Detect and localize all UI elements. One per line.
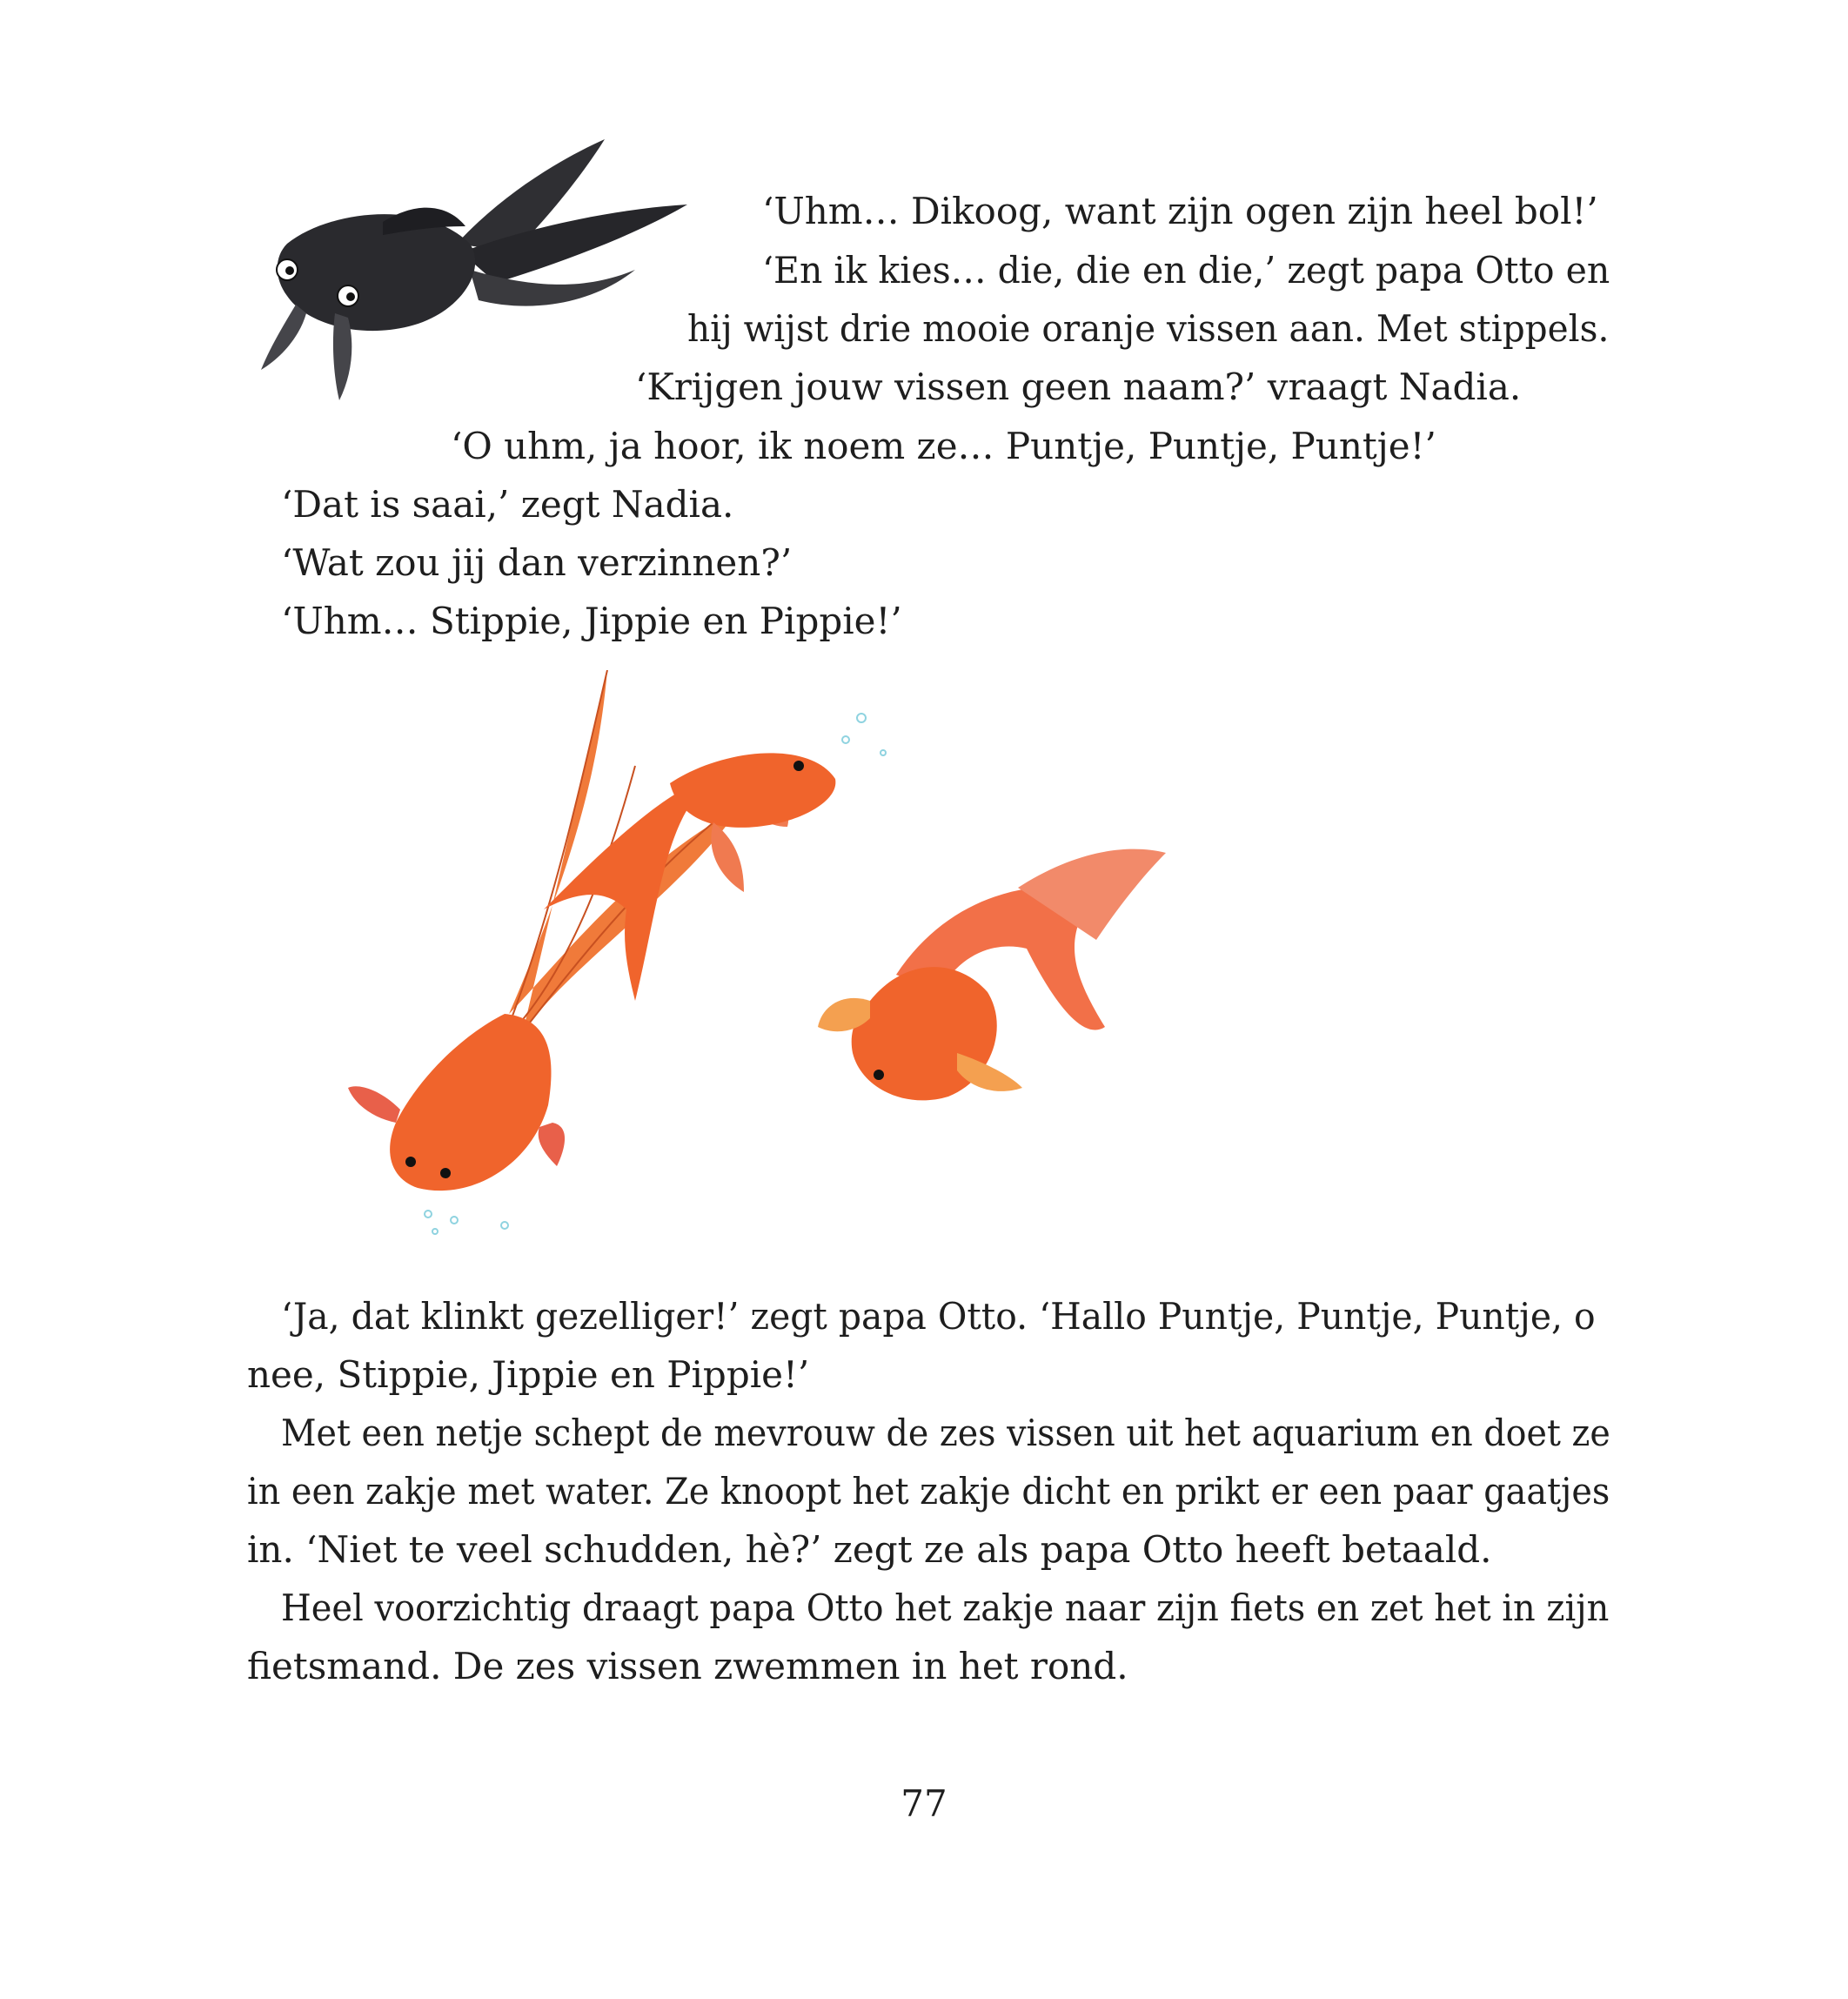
text-line-3: hij wijst drie mooie oranje vissen aan. Met stippels. — [687, 307, 1610, 350]
text-line-10: nee, Stippie, Jippie en Pippie!’ — [247, 1353, 810, 1396]
text-line-6: ‘Dat is saai,’ zegt Nadia. — [281, 483, 734, 526]
text-line-4: ‘Krijgen jouw vissen geen naam?’ vraagt Nadia. — [635, 366, 1522, 408]
text-line-14: Heel voorzichtig draagt papa Otto het zakje naar zijn fiets en zet het in zijn — [281, 1586, 1610, 1629]
text-line-1: ‘Uhm… Dikoog, want zijn ogen zijn heel bol!’ — [762, 190, 1598, 232]
text-line-2: ‘En ik kies… die, die en die,’ zegt papa Otto en — [762, 249, 1610, 292]
orange-fish-illustration — [348, 670, 1427, 1244]
text-line-8: ‘Uhm… Stippie, Jippie en Pippie!’ — [281, 600, 902, 642]
text-line-15: fietsmand. De zes vissen zwemmen in het rond. — [247, 1645, 1128, 1687]
text-line-7: ‘Wat zou jij dan verzinnen?’ — [281, 541, 793, 584]
text-line-9 — [281, 1295, 1596, 1338]
text-line-11: Met een netje schept de mevrouw de zes vissen uit het aquarium en doet ze — [281, 1412, 1610, 1454]
text-line-13: in. ‘Niet te veel schudden, hè?’ zegt ze als papa Otto heeft betaald. — [247, 1528, 1492, 1571]
page-number: 77 — [901, 1782, 947, 1825]
text-line-5: ‘O uhm, ja hoor, ik noem ze… Puntje, Puntje, Puntje!’ — [451, 425, 1436, 467]
text-line-12: in een zakje met water. Ze knoopt het zakje dicht en prikt er een paar gaatjes — [247, 1470, 1610, 1513]
text-line-9-content: ‘Ja, dat klinkt gezelliger!’ zegt papa Otto. ‘Hallo Puntje, Puntje, Puntje, o — [281, 1295, 1596, 1338]
